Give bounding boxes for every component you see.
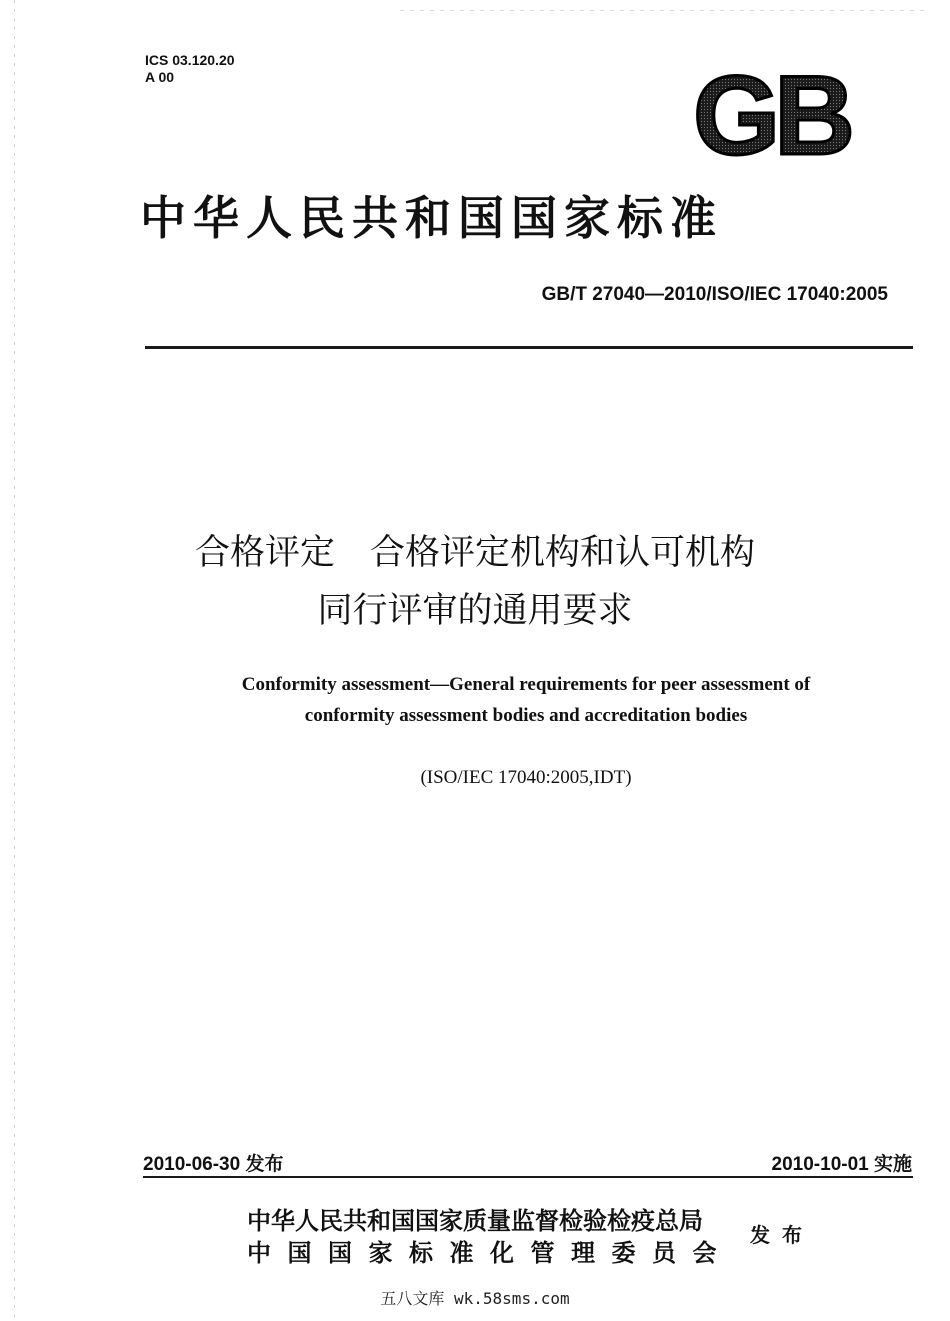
issue-action: 发布: [750, 1223, 814, 1247]
english-title-line-1: Conformity assessment—General requirements for peer assessment of: [241, 674, 811, 695]
equivalence-note: (ISO/IEC 17040:2005,IDT): [420, 767, 632, 788]
english-title-line-2: conformity assessment bodies and accreditation bodies: [304, 705, 748, 726]
scan-edge-artifact: [14, 0, 15, 1321]
header-rule: [145, 346, 913, 349]
watermark-text: 五八文库 wk.58sms.com: [380, 1289, 570, 1308]
ics-code: ICS 03.120.20: [145, 52, 235, 68]
gb-logo: [676, 66, 866, 164]
issuer-aqsiq: 中华人民共和国国家质量监督检验检疫总局: [247, 1206, 703, 1235]
national-standard-title: 中华人民共和国国家标准: [140, 191, 723, 245]
footer-rule: [143, 1176, 913, 1178]
gb-logo-text: GB: [693, 66, 849, 164]
standard-number: GB/T 27040—2010/ISO/IEC 17040:2005: [541, 284, 888, 305]
issuer-sac: 中国国家标准化管理委员会: [247, 1238, 733, 1267]
classification-codes: [145, 52, 235, 86]
ccs-code: A 00: [145, 69, 175, 85]
chinese-title-line-2: 同行评审的通用要求: [317, 591, 633, 631]
scan-top-artifact: [400, 10, 930, 11]
chinese-title-line-1: 合格评定 合格评定机构和认可机构: [194, 533, 755, 573]
implementation-date: 2010-10-01 实施: [771, 1154, 912, 1175]
release-date: 2010-06-30 发布: [143, 1154, 284, 1175]
